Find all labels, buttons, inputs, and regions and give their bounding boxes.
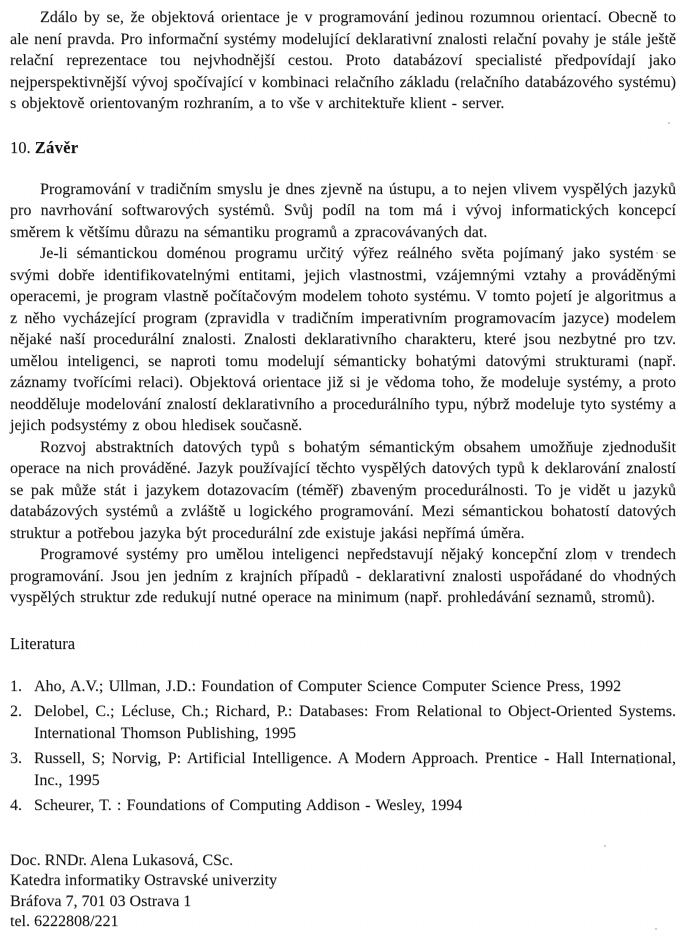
reference-number: 4. <box>10 797 22 814</box>
scan-speckle <box>590 560 592 562</box>
reference-text: Aho, A.V.; Ullman, J.D.: Foundation of Computer Science Computer Science Press, 1992 <box>34 677 622 695</box>
intro-paragraph: Zdálo by se, že objektová orientace je v programování jedinou rozumnou orientací. Obecně to ale není pravda. Pro informační systémy modelující deklarativní znalosti relační povahy je stále ještě relační reprezentace tou nejvhodnější cestou. Proto databázoví specialisté předpovídají jako nejperspektivnější vývoj spočívající v kombinaci relačního základu (relačního databázového systému) s objektově orientovaným rozhraním, a to vše v architektuře klient - server. <box>10 9 676 112</box>
reference-item-1 <box>10 676 676 698</box>
literature-heading: Literatura <box>10 633 76 653</box>
reference-text: Russell, S; Norvig, P: Artificial Intelligence. A Modern Approach. Prentice - Hall International, Inc., 1995 <box>34 750 676 789</box>
scan-speckle <box>604 845 606 847</box>
reference-number: 2. <box>10 703 22 720</box>
author-block <box>10 851 676 933</box>
section-heading-title: Závěr <box>34 137 79 157</box>
conclusion-paragraph-2: Je-li sémantickou doménou programu určitý výřez reálného světa pojímaný jako systém se svými dobře identifikovatelnými entitami, jejich vlastnostmi, vzájemnými vztahy a prováděnými operacemi, je program vlastně počítačovým modelem tohoto systému. V tomto pojetí je algoritmus a z něho vycházející program (zpravidla v tradičním imperativním programovacím jazyce) modelem nějaké naší procedurální znalosti. Znalosti deklarativního charakteru, které jsou nezbytné pro tzv. umělou inteligenci, se naproti tomu modelují sémanticky bohatými datovými strukturami (např. záznamy tvořícími relaci). Objektová orientace již si je vědoma toho, že modeluje systémy, a proto neodděluje modelování znalostí deklarativního a procedurálního typu, nýbrž modeluje tyto systémy a jejich podsystémy z obou hledisek současně. <box>10 245 676 434</box>
scan-speckle <box>656 252 658 254</box>
author-department: Katedra informatiky Ostravské univerzity <box>10 872 278 889</box>
reference-text: Scheurer, T. : Foundations of Computing Addison - Wesley, 1994 <box>34 797 463 814</box>
reference-number: 1. <box>10 677 22 695</box>
reference-item-4 <box>10 795 676 817</box>
reference-number: 3. <box>10 750 22 767</box>
author-name: Doc. RNDr. Alena Lukasová, CSc. <box>10 851 234 869</box>
reference-text: Delobel, C.; Lécluse, Ch.; Richard, P.: Databases: From Relational to Object-Oriented Systems. International Thomson Publishing, 1995 <box>34 703 676 742</box>
scan-speckle <box>637 763 639 765</box>
scan-speckle <box>655 928 657 930</box>
reference-item-3 <box>10 748 676 791</box>
reference-item-2 <box>10 701 676 744</box>
section-heading <box>10 137 676 159</box>
author-address: Bráfova 7, 701 03 Ostrava 1 <box>10 892 192 910</box>
conclusion-paragraph-3: Rozvoj abstraktních datových typů s bohatým sémantickým obsahem umožňuje zjednodušit operace na nich prováděné. Jazyk používající těchto vyspělých datových typů k deklarování znalostí se pak může stát i jazykem dotazovacím (téměř) zbaveným procedurálnosti. To je vidět u jazyků databázových systémů a zvláště u logického programování. Mezi sémantickou bohatostí datových struktur a potřebou jazyka být procedurální zde existuje jakási nepřímá úměra. <box>10 438 676 542</box>
scan-speckle <box>622 758 624 760</box>
conclusion-paragraph-1: Programování v tradičním smyslu je dnes zjevně na ústupu, a to nejen vlivem vyspělých jazyků pro navrhování softwarových systémů. Svůj podíl na tom má i vývoj informatických koncepcí směrem k většímu důrazu na sémantiku programů a zpracovávaných dat. <box>10 180 676 241</box>
reference-list <box>10 676 676 817</box>
conclusion-paragraph-4: Programové systémy pro umělou inteligenci nepředstavují nějaký koncepční zlom v trendech programování. Jsou jen jedním z krajních případů - deklarativní znalosti uspořádané do vhodných vyspělých struktur zde redukují nutné operace na minimum (např. prohledávání seznamů, stromů). <box>10 546 676 606</box>
author-phone: tel. 6222808/221 <box>10 913 119 930</box>
section-heading-number: 10. <box>10 137 31 157</box>
scan-speckle <box>668 122 670 124</box>
